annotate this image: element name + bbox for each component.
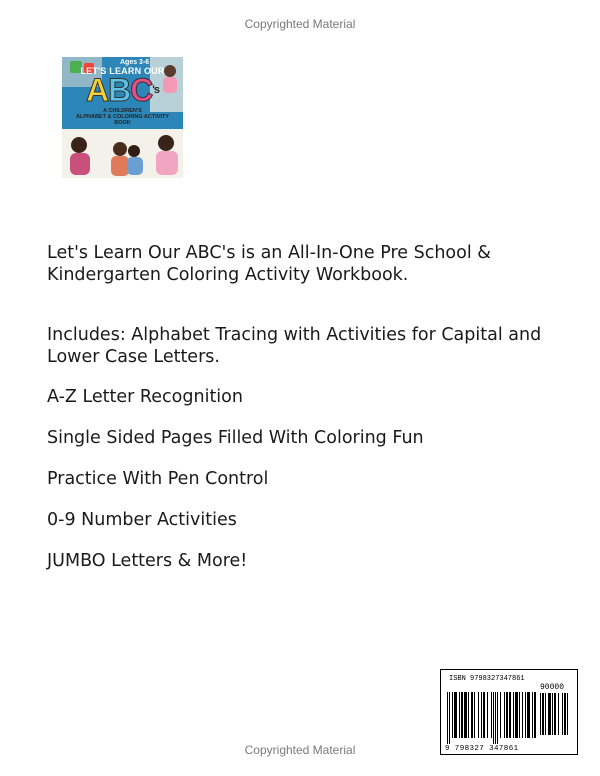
barcode-bar [558, 693, 559, 735]
barcode-bar [534, 692, 536, 738]
barcode-bar [545, 693, 546, 735]
cover-age-range: Ages 3-6 [120, 59, 150, 66]
barcode-price-bars [540, 693, 572, 743]
barcode-bar [562, 693, 563, 735]
cover-subtitle-line-2: ALPHABET & COLORING ACTIVITY [76, 114, 169, 120]
barcode-bar [522, 692, 523, 738]
barcode-bar [519, 692, 520, 738]
description-intro: Let's Learn Our ABC's is an All-In-One Pre School & Kindergarten Coloring Activity Workbook. [47, 243, 491, 285]
cover-letter-suffix: 's [152, 84, 160, 96]
barcode-bar [478, 692, 479, 738]
barcode-bar [500, 692, 501, 738]
barcode-bar [452, 692, 453, 738]
isbn-digits: 9 798327 347861 [445, 745, 519, 753]
feature-item: 0-9 Number Activities [47, 510, 237, 530]
copyright-watermark-bottom: Copyrighted Material [244, 743, 356, 757]
barcode-bar [540, 693, 541, 735]
barcode-bar [449, 692, 450, 744]
description-includes: Includes: Alphabet Tracing with Activities for Capital and Lower Case Letters. [47, 325, 542, 367]
barcode-bar [525, 692, 526, 738]
barcode-bar [527, 692, 530, 738]
barcode-bar [471, 692, 473, 738]
barcode-bar [513, 692, 514, 738]
barcode-bar [483, 692, 485, 738]
barcode-bar [506, 692, 508, 738]
barcode-bar [491, 692, 492, 738]
cover-title: LET'S LEARN OUR [80, 66, 165, 76]
barcode-bar [454, 692, 457, 738]
price-code: 90000 [540, 683, 565, 692]
barcode-bar [495, 692, 496, 744]
barcode-bar [481, 692, 482, 738]
copyright-watermark-top: Copyrighted Material [244, 17, 356, 31]
barcode-bar [542, 693, 544, 735]
feature-item: Single Sided Pages Filled With Coloring Fun [47, 428, 424, 448]
cover-letter-c: C [130, 72, 153, 108]
cover-letter-a: A [85, 72, 109, 108]
cover-abc-logo [62, 73, 183, 107]
barcode-bar [461, 692, 463, 738]
barcode-bar [509, 692, 511, 738]
barcode-bar [567, 693, 568, 735]
barcode-bar [459, 692, 460, 738]
barcode-bar [497, 692, 498, 744]
feature-item: JUMBO Letters & More! [47, 551, 248, 571]
barcode-bar [532, 692, 533, 738]
cover-subtitle-line-1: A CHILDREN'S [103, 108, 142, 114]
barcode-bar [464, 692, 467, 738]
barcode-bar [468, 692, 469, 738]
barcode-bar [487, 692, 488, 738]
barcode-main-bars [447, 692, 537, 744]
cover-subtitle-line-3: BOOK [114, 120, 131, 126]
barcode-bar [548, 693, 551, 735]
cover-letter-b: B [108, 72, 131, 108]
barcode-bar [504, 692, 505, 738]
feature-item: Practice With Pen Control [47, 469, 269, 489]
feature-item: A-Z Letter Recognition [47, 387, 243, 407]
barcode-bar [474, 692, 475, 738]
barcode-bar [552, 693, 553, 735]
barcode-bar [447, 692, 448, 744]
isbn-label: ISBN 9798327347861 [449, 675, 525, 683]
barcode-bar [515, 692, 518, 738]
barcode-bar [554, 693, 556, 735]
barcode-bar [493, 692, 494, 744]
book-cover-thumbnail [62, 57, 183, 178]
barcode-bar [564, 693, 566, 735]
